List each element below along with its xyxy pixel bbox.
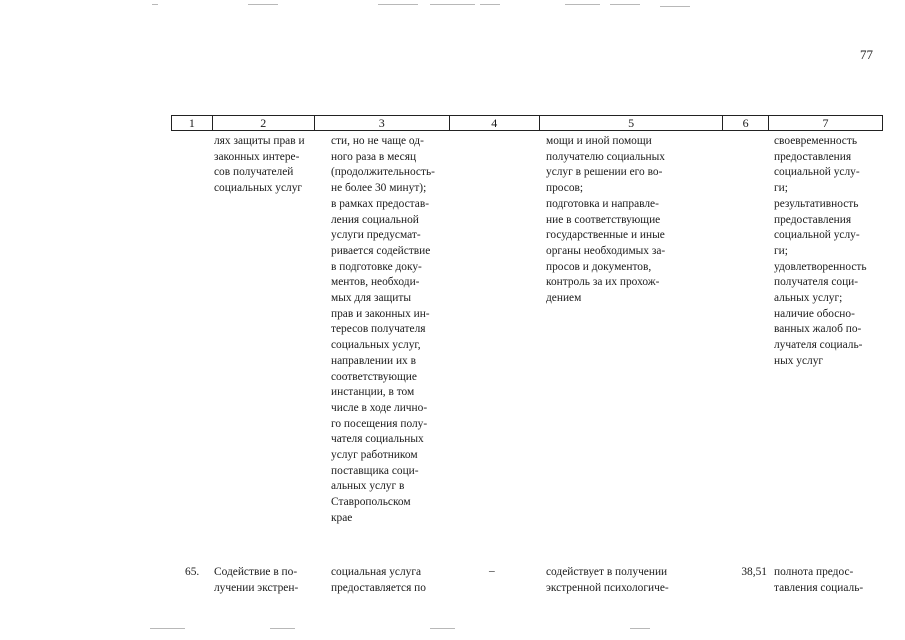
row-64-col5-line: дением <box>546 292 582 305</box>
row-64-col7-line: своевременность <box>774 135 858 147</box>
row-64-col3-line: ного раза в месяц <box>331 150 417 163</box>
row-65-number: 65. <box>185 566 200 578</box>
row-64-col3-line: ления социальной <box>331 213 419 226</box>
table-header-row <box>171 115 883 131</box>
row-64-col2 <box>214 134 305 197</box>
row-65-col3-line: предоставляется по <box>331 581 426 594</box>
row-64-col5-line: просов; <box>546 182 584 195</box>
row-64-col5-line: контроль за их прохож- <box>546 276 660 289</box>
row-64-col2-line: законных интере- <box>214 150 300 163</box>
row-64-col7-line: ванных жалоб по- <box>774 323 862 336</box>
row-64-col3-line: чателя социальных <box>331 433 424 446</box>
row-64-col5-line: подготовка и направле- <box>546 197 659 210</box>
row-64-col7-line: лучателя социаль- <box>774 339 863 352</box>
row-64-col3-line: прав и законных ин- <box>331 307 430 320</box>
row-64-col3-line: направлении их в <box>331 354 416 367</box>
row-64-col3-line: ривается содействие <box>331 244 431 257</box>
row-65-col3 <box>331 565 426 596</box>
row-64-col7-line: наличие обосно- <box>774 307 855 320</box>
row-64-col3-line: Ставропольском <box>331 496 411 509</box>
row-64-col3-line: числе в ходе лично- <box>331 401 428 414</box>
row-65-col7-line: тавления социаль- <box>774 581 864 594</box>
header-col-5: 5 <box>539 116 722 130</box>
page-number: 77 <box>860 47 873 62</box>
row-64-col2-line: социальных услуг <box>214 182 303 195</box>
row-65-col2-line: лучении экстрен- <box>214 581 299 594</box>
row-64-col5-line: мощи и иной помощи <box>546 135 652 147</box>
header-col-6: 6 <box>722 116 768 130</box>
header-col-7: 7 <box>768 116 882 130</box>
row-65-col2-line: Содействие в по- <box>214 566 298 578</box>
row-65-col2 <box>214 565 298 596</box>
row-65-col5-line: содействует в получении <box>546 566 668 578</box>
row-64-col3-line: не более 30 минут); <box>331 182 427 195</box>
row-64-col7-line: удовлетворенность <box>774 260 867 273</box>
row-64-col3 <box>331 134 435 527</box>
row-64-col7-line: получателя соци- <box>774 276 859 289</box>
row-64-col3-line: услуг работником <box>331 449 418 462</box>
row-65-col5-line: экстренной психологиче- <box>546 581 669 594</box>
row-64-col3-line: ментов, необходи- <box>331 276 420 289</box>
row-64-col7-line: предоставления <box>774 150 852 163</box>
row-64-col3-line: мых для защиты <box>331 292 412 305</box>
row-64-col3-line: тересов получателя <box>331 323 426 336</box>
header-col-1: 1 <box>188 116 195 130</box>
row-64-col2-line: сов получателей <box>214 166 294 179</box>
row-64-col5-line: государственные и иные <box>546 229 665 242</box>
row-64-col5-line: получателю социальных <box>546 150 666 163</box>
row-64-col7-line: предоставления <box>774 213 852 226</box>
row-65-col3-line: социальная услуга <box>331 566 422 578</box>
header-col-4: 4 <box>449 116 539 130</box>
row-64-col7-line: ги; <box>774 244 788 257</box>
row-64-col3-line: крае <box>331 511 353 524</box>
row-64-col7-line: ных услуг <box>774 354 824 367</box>
scan-artifacts-top <box>0 4 905 14</box>
row-64-col3-line: сти, но не чаще од- <box>331 135 424 147</box>
row-64-col7-line: альных услуг; <box>774 292 843 305</box>
row-64-col3-line: в подготовке доку- <box>331 260 422 273</box>
row-64-col3-line: (продолжительность- <box>331 166 435 179</box>
row-64-col3-line: поставщика соци- <box>331 464 419 477</box>
header-col-3: 3 <box>314 116 449 130</box>
row-64-col7-line: результативность <box>774 197 859 210</box>
row-64-col7 <box>774 134 867 370</box>
row-64-col3-line: го посещения полу- <box>331 417 428 430</box>
row-64-col5-line: ние в соответствующие <box>546 213 661 226</box>
row-64-col5 <box>546 134 665 307</box>
row-64-col3-line: услуги предусмат- <box>331 229 421 242</box>
row-65-col4-dash: – <box>489 565 495 577</box>
row-64-col3-line: инстанции, в том <box>331 386 415 399</box>
row-64-col3-line: социальных услуг, <box>331 339 421 352</box>
row-65-col7-line: полнота предос- <box>774 566 854 578</box>
row-64-col3-line: в рамках предостав- <box>331 197 430 210</box>
row-64-col5-line: просов и документов, <box>546 260 652 273</box>
row-64-col7-line: социальной услу- <box>774 166 860 179</box>
header-col-2: 2 <box>212 116 314 130</box>
row-64-col3-line: альных услуг в <box>331 480 405 493</box>
scan-artifacts-bottom <box>0 628 905 638</box>
row-64-col7-line: социальной услу- <box>774 229 860 242</box>
row-65-col7 <box>774 565 863 596</box>
row-65-col5 <box>546 565 669 596</box>
row-65-col6-value: 38,51 <box>741 566 767 578</box>
row-64-col5-line: услуг в решении его во- <box>546 166 663 179</box>
row-64-col2-line: лях защиты прав и <box>214 135 305 147</box>
row-64-col3-line: соответствующие <box>331 370 417 383</box>
row-64-col5-line: органы необходимых за- <box>546 244 666 257</box>
row-64-col7-line: ги; <box>774 182 788 195</box>
